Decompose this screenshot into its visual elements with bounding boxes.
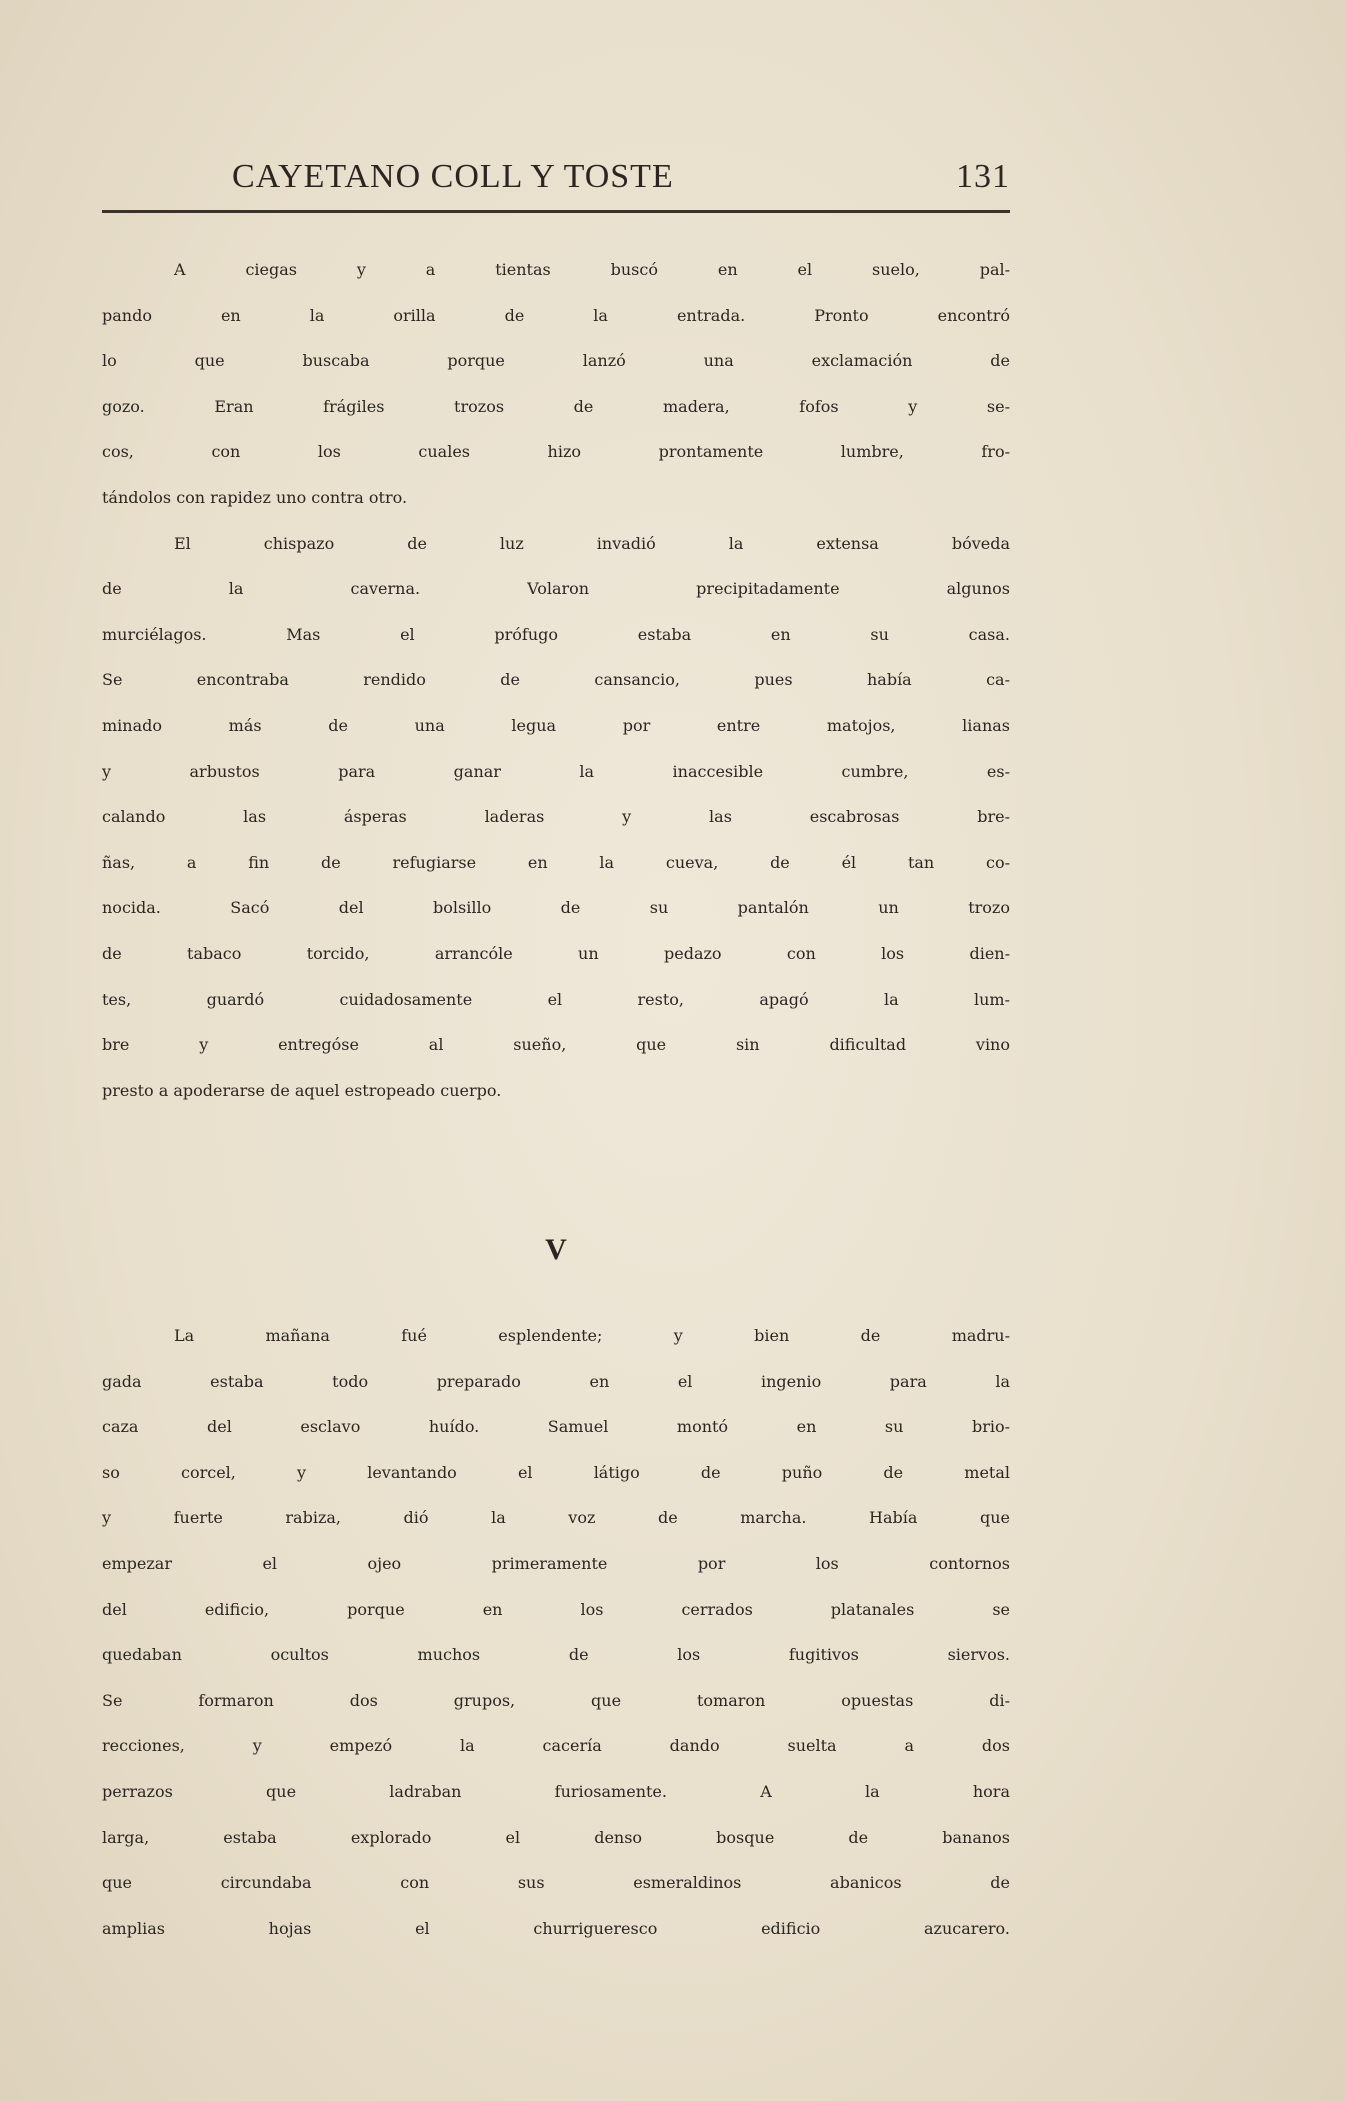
- text-line: calando las ásperas laderas y las escabrosas bre-: [102, 807, 1010, 827]
- text-line: gada estaba todo preparado en el ingenio para la: [102, 1371, 1010, 1391]
- text-block-after-section: [102, 1326, 1010, 1964]
- text-block-before-section: [102, 260, 1010, 1126]
- text-line: minado más de una legua por entre matojos, lianas: [102, 715, 1010, 735]
- text-line: pando en la orilla de la entrada. Pronto encontró: [102, 305, 1010, 325]
- text-line: que circundaba con sus esmeraldinos abanicos de: [102, 1873, 1010, 1893]
- paragraph-3: [102, 1326, 1010, 1964]
- text-line: Se formaron dos grupos, que tomaron opuestas di-: [102, 1690, 1010, 1710]
- text-line: de tabaco torcido, arrancóle un pedazo con los dien-: [102, 943, 1010, 963]
- text-line: y arbustos para ganar la inaccesible cumbre, es-: [102, 761, 1010, 781]
- text-line: so corcel, y levantando el látigo de puño de metal: [102, 1462, 1010, 1482]
- text-line: El chispazo de luz invadió la extensa bóveda: [174, 533, 1010, 553]
- text-line: quedaban ocultos muchos de los fugitivos siervos.: [102, 1645, 1010, 1665]
- text-line: lo que buscaba porque lanzó una exclamación de: [102, 351, 1010, 371]
- book-page: [102, 150, 1010, 1938]
- running-head: [102, 150, 1010, 202]
- paragraph-1: [102, 260, 1010, 534]
- text-line: A ciegas y a tientas buscó en el suelo, pal-: [174, 260, 1010, 279]
- paragraph-2: [102, 534, 1010, 1127]
- text-line: Se encontraba rendido de cansancio, pues había ca-: [102, 670, 1010, 690]
- header-rule: [102, 210, 1010, 213]
- text-line: gozo. Eran frágiles trozos de madera, fofos y se-: [102, 396, 1010, 416]
- page-number: 131: [956, 158, 1010, 195]
- text-line: recciones, y empezó la cacería dando suelta a dos: [102, 1736, 1010, 1756]
- text-line: ñas, a fin de refugiarse en la cueva, de él tan co-: [102, 852, 1010, 872]
- text-line: de la caverna. Volaron precipitadamente algunos: [102, 579, 1010, 599]
- text-line: amplias hojas el churrigueresco edificio azucarero.: [102, 1918, 1010, 1938]
- text-line: murciélagos. Mas el prófugo estaba en su casa.: [102, 624, 1010, 644]
- text-line: larga, estaba explorado el denso bosque de bananos: [102, 1827, 1010, 1847]
- text-line: nocida. Sacó del bolsillo de su pantalón un trozo: [102, 898, 1010, 918]
- text-line: del edificio, porque en los cerrados platanales se: [102, 1599, 1010, 1619]
- text-line: y fuerte rabiza, dió la voz de marcha. Había que: [102, 1508, 1010, 1528]
- text-line: tándolos con rapidez uno contra otro.: [102, 487, 408, 507]
- text-line: perrazos que ladraban furiosamente. A la hora: [102, 1781, 1010, 1801]
- text-line: tes, guardó cuidadosamente el resto, apagó la lum-: [102, 989, 1010, 1009]
- text-line: La mañana fué esplendente; y bien de madru-: [174, 1326, 1010, 1345]
- text-line: caza del esclavo huído. Samuel montó en su brio-: [102, 1417, 1010, 1437]
- running-head-author: CAYETANO COLL Y TOSTE: [232, 158, 674, 195]
- text-line: bre y entregóse al sueño, que sin dificultad vino: [102, 1035, 1010, 1055]
- text-line: cos, con los cuales hizo prontamente lumbre, fro-: [102, 442, 1010, 462]
- text-line: presto a apoderarse de aquel estropeado cuerpo.: [102, 1080, 502, 1100]
- text-line: empezar el ojeo primeramente por los contornos: [102, 1553, 1010, 1573]
- section-heading: V: [545, 1233, 567, 1266]
